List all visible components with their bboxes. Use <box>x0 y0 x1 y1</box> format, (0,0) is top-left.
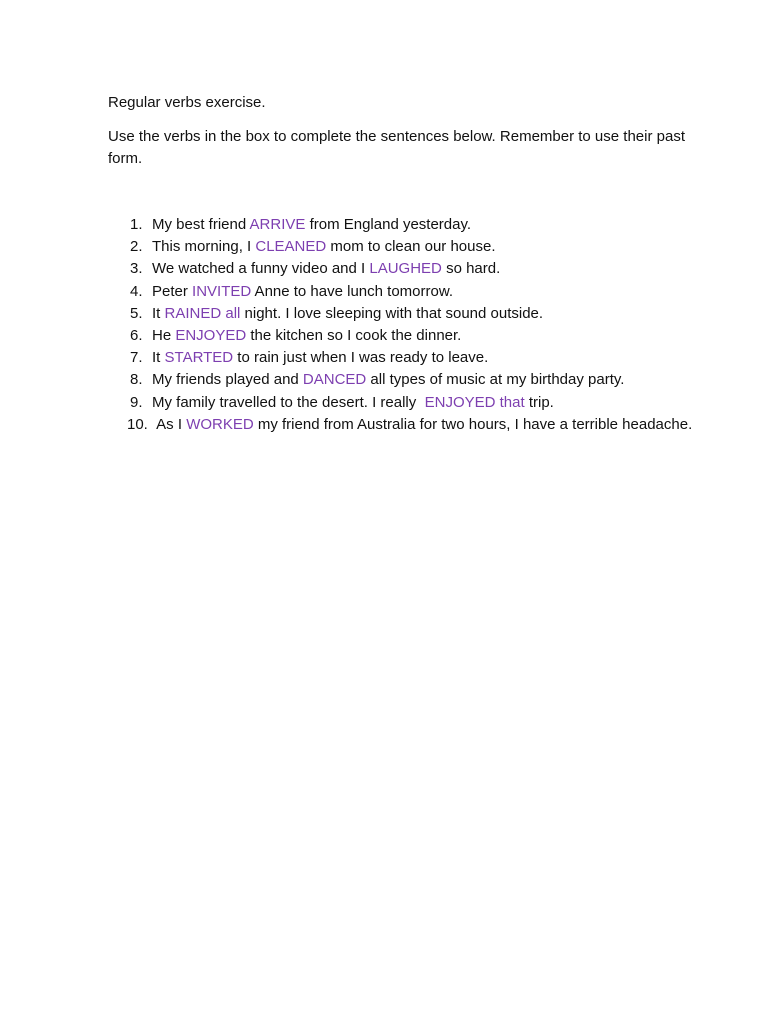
item-number: 5. <box>130 304 143 322</box>
exercise-item <box>108 214 708 236</box>
exercise-list <box>108 214 708 436</box>
sentence-text: Peter <box>152 282 193 300</box>
sentence-text: my friend from Australia for two hours, I have a terrible headache. <box>253 415 693 433</box>
exercise-item <box>108 369 708 391</box>
highlighted-verb: RAINED all <box>164 304 241 322</box>
sentence-text: night. I love sleeping with that sound outside. <box>240 304 544 322</box>
sentence-text: This morning, I <box>152 238 256 256</box>
item-number: 2. <box>130 238 143 256</box>
highlighted-verb: DANCED <box>302 371 367 389</box>
highlighted-verb: ENJOYED that <box>424 393 525 411</box>
exercise-item <box>108 258 708 280</box>
item-number: 9. <box>130 393 143 411</box>
highlighted-verb: INVITED <box>192 282 252 300</box>
exercise-item <box>108 325 708 347</box>
highlighted-verb: LAUGHED <box>369 260 442 278</box>
sentence-text: to rain just when I was ready to leave. <box>233 349 489 367</box>
sentence-text: My family travelled to the desert. I really <box>152 393 425 411</box>
sentence-text: It <box>152 304 165 322</box>
sentence-text: Anne to have lunch tomorrow. <box>251 282 454 300</box>
sentence-text: It <box>152 349 165 367</box>
exercise-item <box>108 236 708 258</box>
sentence-text: As I <box>152 415 187 433</box>
highlighted-verb: ENJOYED <box>175 327 247 345</box>
sentence-text: so hard. <box>441 260 501 278</box>
highlighted-verb: WORKED <box>186 415 254 433</box>
item-number: 10. <box>127 415 148 433</box>
sentence-text: My friends played and <box>152 371 303 389</box>
exercise-item <box>108 392 708 414</box>
exercise-item <box>108 414 708 436</box>
document-title: Regular verbs exercise. <box>108 94 266 111</box>
highlighted-verb: CLEANED <box>255 238 327 256</box>
sentence-text: He <box>152 327 176 345</box>
sentence-text: the kitchen so I cook the dinner. <box>246 327 462 345</box>
exercise-item <box>108 303 708 325</box>
exercise-item <box>108 347 708 369</box>
highlighted-verb: STARTED <box>164 349 234 367</box>
exercise-item <box>108 281 708 303</box>
item-number: 8. <box>130 371 143 389</box>
sentence-text: trip. <box>524 393 554 411</box>
highlighted-verb: ARRIVE <box>249 216 306 233</box>
sentence-text: from England yesterday. <box>305 216 472 233</box>
sentence-text: mom to clean our house. <box>326 238 496 256</box>
item-number: 7. <box>130 349 143 367</box>
item-number: 1. <box>130 216 143 233</box>
instructions-paragraph: Use the verbs in the box to complete the sentences below. Remember to use their past form. <box>108 128 685 167</box>
item-number: 4. <box>130 282 143 300</box>
sentence-text: all types of music at my birthday party. <box>366 371 625 389</box>
sentence-text: We watched a funny video and I <box>152 260 370 278</box>
item-number: 6. <box>130 327 143 345</box>
item-number: 3. <box>130 260 143 278</box>
sentence-text: My best friend <box>152 216 250 233</box>
